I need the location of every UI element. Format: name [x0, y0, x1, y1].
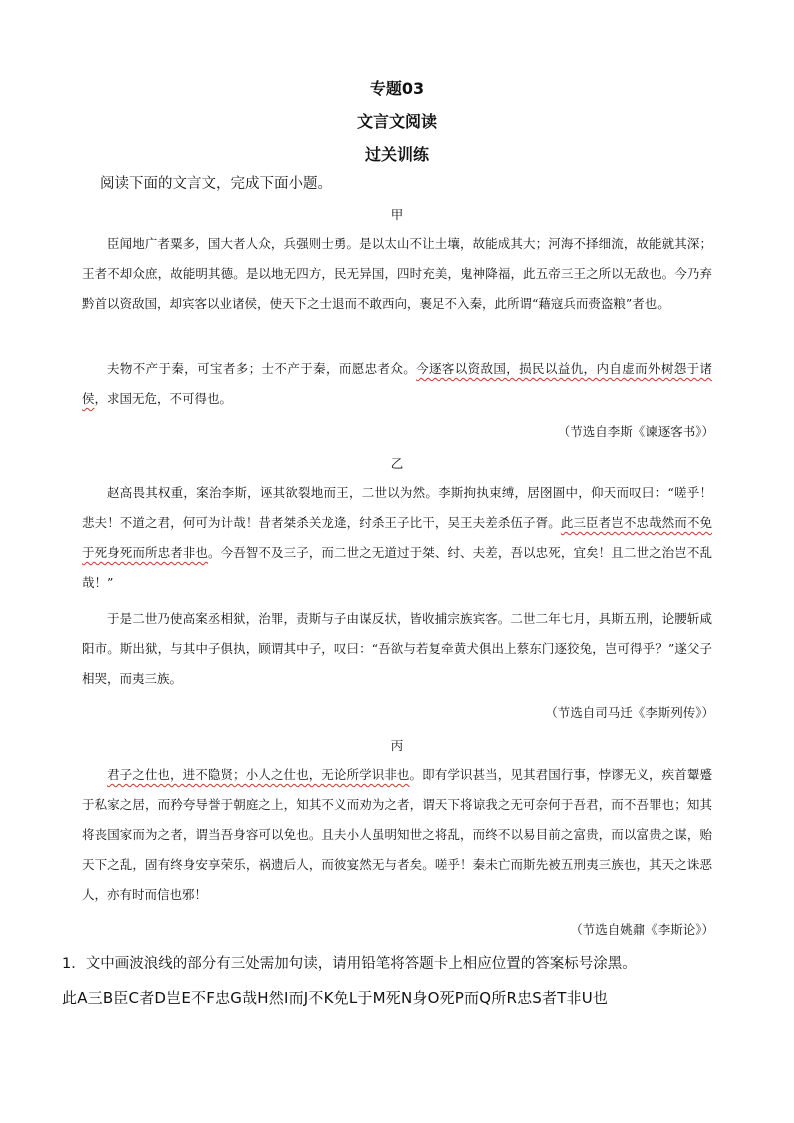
- passage-jia-text: 夫物不产于秦，可宝者多；士不产于秦，而愿忠者众。: [107, 361, 417, 376]
- subject-title: 文言文阅读: [356, 112, 437, 131]
- passage-yi-paragraph-2: 于是二世乃使高案丞相狱，治罪，责斯与子由谋反状，皆收捕宗族宾客。二世二年七月，具斯五刑，论腰斩咸阳市。斯出狱，与其中子俱执，顾谓其中子，叹曰：“吾欲与若复牵黄犬俱出上蔡东门逐狡兔，岂可得乎？”遂父子相哭，而夷三族。: [82, 611, 712, 686]
- passage-yi-text: 。今吾智不及三子，而二世之无道过于桀、纣、夫差，吾以忠死，宜矣！且二世之治岂不乱哉！”: [82, 545, 712, 590]
- passage-jia-paragraph-1: 臣闻地广者粟多，国大者人众，兵强则士勇。是以太山不让土壤，故能成其大；河海不择细流，故能就其深；王者不却众庶，故能明其德。是以地无四方，民无异国，四时充美，鬼神降福，此五帝三王之所以无敌也。今乃弃黔首以资敌国，却宾客以业诸侯，使天下之士退而不敢西向，裹足不入秦，此所谓“藉寇兵而赍盗粮”者也。: [82, 236, 712, 311]
- passage-jia-text: ，求国无危，不可得也。: [94, 391, 233, 406]
- passage-yi-paragraph-1: [82, 478, 712, 598]
- wavy-underlined-sentence: 君子之仕也，进不隐贤；小人之仕也，无论所学识非也: [107, 767, 410, 782]
- answer-options: 此A三B臣C者D岂E不F忠G哉H然I而J不K免L于M死N身O死P而Q所R忠S者T非U也: [62, 989, 609, 1007]
- reading-instruction: 阅读下面的文言文，完成下面小题。: [100, 176, 332, 192]
- wavy-underlined-sentence: 此三臣者岂不忠哉然而不免于死身死而所忠者非也: [82, 515, 712, 560]
- section-title: 过关训练: [364, 145, 429, 164]
- passage-bing-paragraph-1: [82, 760, 712, 910]
- question-1: 1．文中画波浪线的部分有三处需加句读，请用铅笔将答题卡上相应位置的答案标号涂黑。: [62, 956, 637, 972]
- passage-bing-source: （节选自姚鼐《李斯论》）: [570, 922, 714, 937]
- passage-label-bing: 丙: [390, 738, 404, 753]
- passage-yi-source: （节选自司马迁《李斯列传》）: [545, 705, 714, 720]
- passage-yi-text: 赵高畏其权重，案治李斯，诬其欲裂地而王，二世以为然。李斯拘执束缚，居囹圄中，仰天而叹曰：“嗟乎！悲夫！不道之君，何可为计哉！昔者桀杀关龙逄，纣杀王子比干，吴王夫差杀伍子胥。: [82, 485, 712, 530]
- passage-label-yi: 乙: [390, 456, 404, 471]
- passage-jia-source: （节选自李斯《谏逐客书》）: [557, 424, 714, 439]
- passage-label-jia: 甲: [390, 207, 404, 222]
- topic-number: 专题03: [369, 79, 425, 98]
- wavy-underlined-sentence: 今逐客以资敌国，损民以益仇，内自虚而外树怨于诸侯: [82, 361, 712, 406]
- passage-jia-paragraph-2: [82, 354, 712, 414]
- passage-bing-text: 。即有学识甚当，见其君国行事，悖谬无义，疾首颦蹙于私家之居，而矜夸导誉于朝庭之上，知其不义而劝为之者，谓天下将谅我之无可奈何于吾君，而不吾罪也；知其将丧国家而为之者，谓当吾身容可以免也。且夫小人虽明知世之将乱，而终不以易目前之富贵，而以富贵之谋，贻天下之乱，固有终身安享荣乐，祸遗后人，而彼宴然无与者矣。嗟乎！秦未亡而斯先被五刑夷三族也，其天之诛恶人，亦有时而信也邪！: [82, 767, 712, 902]
